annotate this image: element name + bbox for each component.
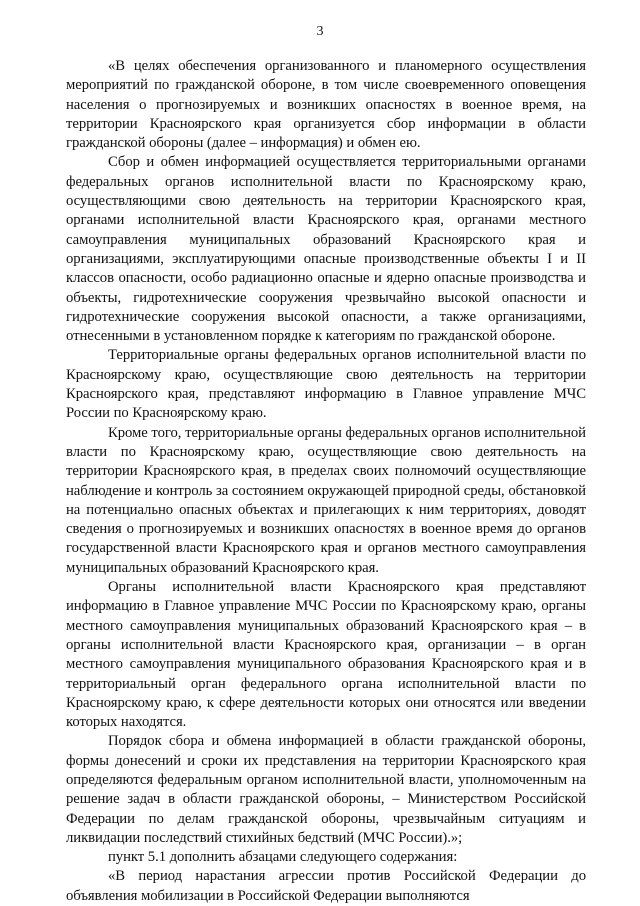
- paragraph-info-exchange-participants: Сбор и обмен информацией осуществляется территориальными органами федеральных органов исполнительной власти по Красноярскому краю, осуществляющими свою деятельность на территории Красноярского края, органами исполнительной власти Красноярского края, органами местного самоуправления муниципальных образований Красноярского края и организациями, эксплуатирующими опасные производственные объекты I и II классов опасности, особо радиационно опасные и ядерно опасные производства и объекты, гидротехнические сооружения чрезвычайно высокой опасности и гидротехнические сооружения высокой опасности, а также организациями, отнесенными в установленном порядке к категориям по гражданской обороне.: [66, 154, 586, 345]
- paragraph-aggression-period: «В период нарастания агрессии против Российской Федерации до объявления мобилизации в Российской Федерации выполняются: [66, 868, 586, 904]
- paragraph-clause-amendment: пункт 5.1 дополнить абзацами следующего содержания:: [108, 849, 458, 866]
- document-body: [66, 57, 586, 906]
- paragraph-monitoring-bodies: Кроме того, территориальные органы федеральных органов исполнительной власти по Красноярскому краю, осуществляющие свою деятельность на территории Красноярского края, в пределах своих полномочий осуществляющие наблюдение и контроль за состоянием окружающей природной среды, обстановкой на потенциально опасных объектах и прилегающих к ним территориях, доводят сведения о прогнозируемых и возникших опасностях в военное время до органов государственной власти Красноярского края и органов местного самоуправления муниципальных образований Красноярского края.: [66, 424, 586, 576]
- paragraph-regional-bodies-reporting: Органы исполнительной власти Красноярского края представляют информацию в Главное управление МЧС России по Красноярскому краю, органы местного самоуправления муниципальных образований Красноярского края – в органы исполнительной власти Красноярского края, организации – в орган местного самоуправления муниципального образования Красноярского края и в территориальный орган федерального органа исполнительной власти по Красноярскому краю, к сфере деятельности которых они относятся или введении которых находятся.: [66, 579, 586, 731]
- paragraph-info-collection-purpose: «В целях обеспечения организованного и планомерного осуществления мероприятий по гражданской обороне, в том числе своевременного оповещения населения о прогнозируемых и возникших опасностях в военное время, на территории Красноярского края организуется сбор информации в области гражданской обороны (далее – информация) и обмен ею.: [66, 58, 586, 152]
- page-number: 3: [316, 24, 324, 39]
- paragraph-territorial-bodies-reporting: Территориальные органы федеральных органов исполнительной власти по Красноярскому краю, осуществляющие свою деятельность на территории Красноярского края, представляют информацию в Главное управление МЧС России по Красноярскому краю.: [66, 347, 586, 422]
- paragraph-procedure: Порядок сбора и обмена информацией в области гражданской обороны, формы донесений и сроки их представления на территории Красноярского края определяются федеральным органом исполнительной власти, уполномоченным на решение задач в области гражданской обороны, – Министерством Российской Федерации по делам гражданской обороны, чрезвычайным ситуациям и ликвидации последствий стихийных бедствий (МЧС России).»;: [66, 733, 586, 846]
